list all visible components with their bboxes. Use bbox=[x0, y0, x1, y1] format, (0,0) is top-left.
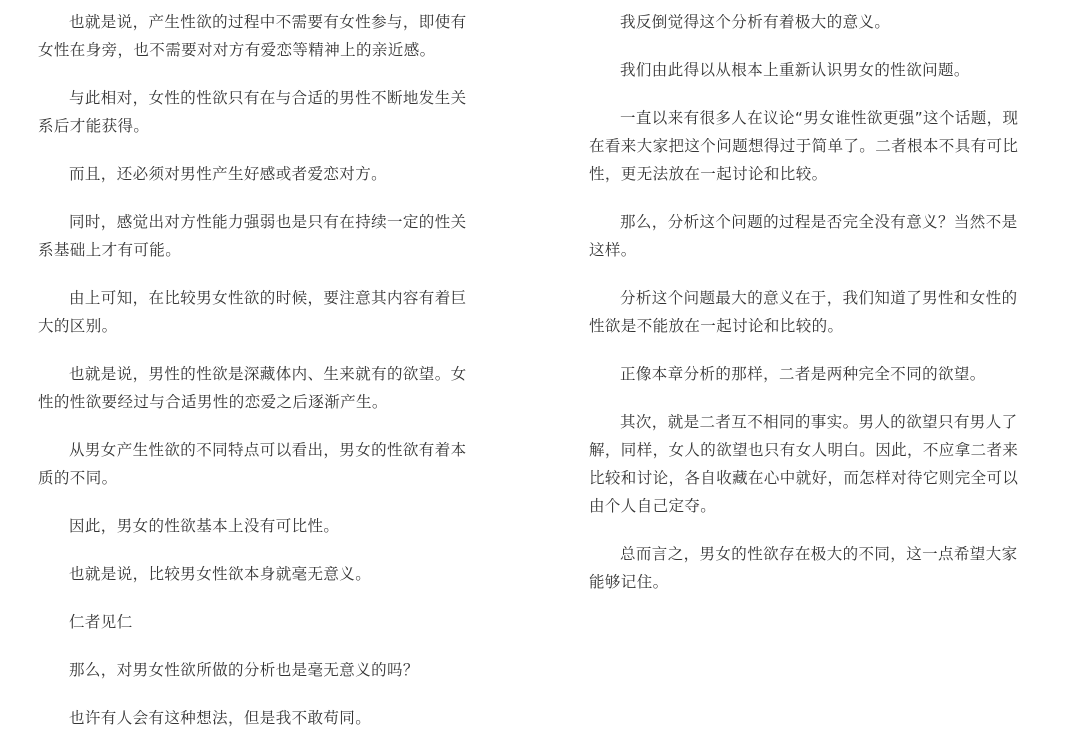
paragraph: 那么，分析这个问题的过程是否完全没有意义？当然不是这样。 bbox=[589, 213, 1018, 259]
paragraph: 与此相对，女性的性欲只有在与合适的男性不断地发生关系后才能获得。 bbox=[38, 89, 467, 135]
paragraph: 我们由此得以从根本上重新认识男女的性欲问题。 bbox=[620, 61, 970, 79]
paragraph: 分析这个问题最大的意义在于，我们知道了男性和女性的性欲是不能放在一起讨论和比较的。 bbox=[589, 289, 1018, 335]
paragraph: 因此，男女的性欲基本上没有可比性。 bbox=[69, 517, 340, 535]
paragraph: 正像本章分析的那样，二者是两种完全不同的欲望。 bbox=[620, 365, 986, 383]
right-text-column bbox=[589, 8, 1033, 616]
paragraph: 也就是说，产生性欲的过程中不需要有女性参与，即使有女性在身旁，也不需要对对方有爱恋等精神上的亲近感。 bbox=[38, 13, 467, 59]
paragraph: 由上可知，在比较男女性欲的时候，要注意其内容有着巨大的区别。 bbox=[38, 289, 467, 335]
paragraph: 从男女产生性欲的不同特点可以看出，男女的性欲有着本质的不同。 bbox=[38, 441, 467, 487]
left-text-column bbox=[38, 8, 482, 752]
paragraph: 其次，就是二者互不相同的事实。男人的欲望只有男人了解，同样，女人的欲望也只有女人明白。因此，不应拿二者来比较和讨论，各自收藏在心中就好，而怎样对待它则完全可以由个人自己定夺。 bbox=[589, 413, 1019, 515]
paragraph: 也就是说，男性的性欲是深藏体内、生来就有的欲望。女性的性欲要经过与合适男性的恋爱之后逐渐产生。 bbox=[38, 365, 467, 411]
paragraph: 而且，还必须对男性产生好感或者爱恋对方。 bbox=[69, 165, 388, 183]
paragraph: 总而言之，男女的性欲存在极大的不同，这一点希望大家能够记住。 bbox=[589, 545, 1018, 591]
paragraph: 我反倒觉得这个分析有着极大的意义。 bbox=[620, 13, 891, 31]
paragraph: 也就是说，比较男女性欲本身就毫无意义。 bbox=[69, 565, 372, 583]
section-heading: 仁者见仁 bbox=[69, 613, 133, 631]
paragraph: 那么，对男女性欲所做的分析也是毫无意义的吗？ bbox=[69, 661, 419, 679]
paragraph: 也许有人会有这种想法，但是我不敢苟同。 bbox=[69, 709, 372, 727]
paragraph: 同时，感觉出对方性能力强弱也是只有在持续一定的性关系基础上才有可能。 bbox=[38, 213, 467, 259]
paragraph: 一直以来有很多人在议论“男女谁性欲更强”这个话题，现在看来大家把这个问题想得过于简单了。二者根本不具有可比性，更无法放在一起讨论和比较。 bbox=[589, 109, 1019, 183]
